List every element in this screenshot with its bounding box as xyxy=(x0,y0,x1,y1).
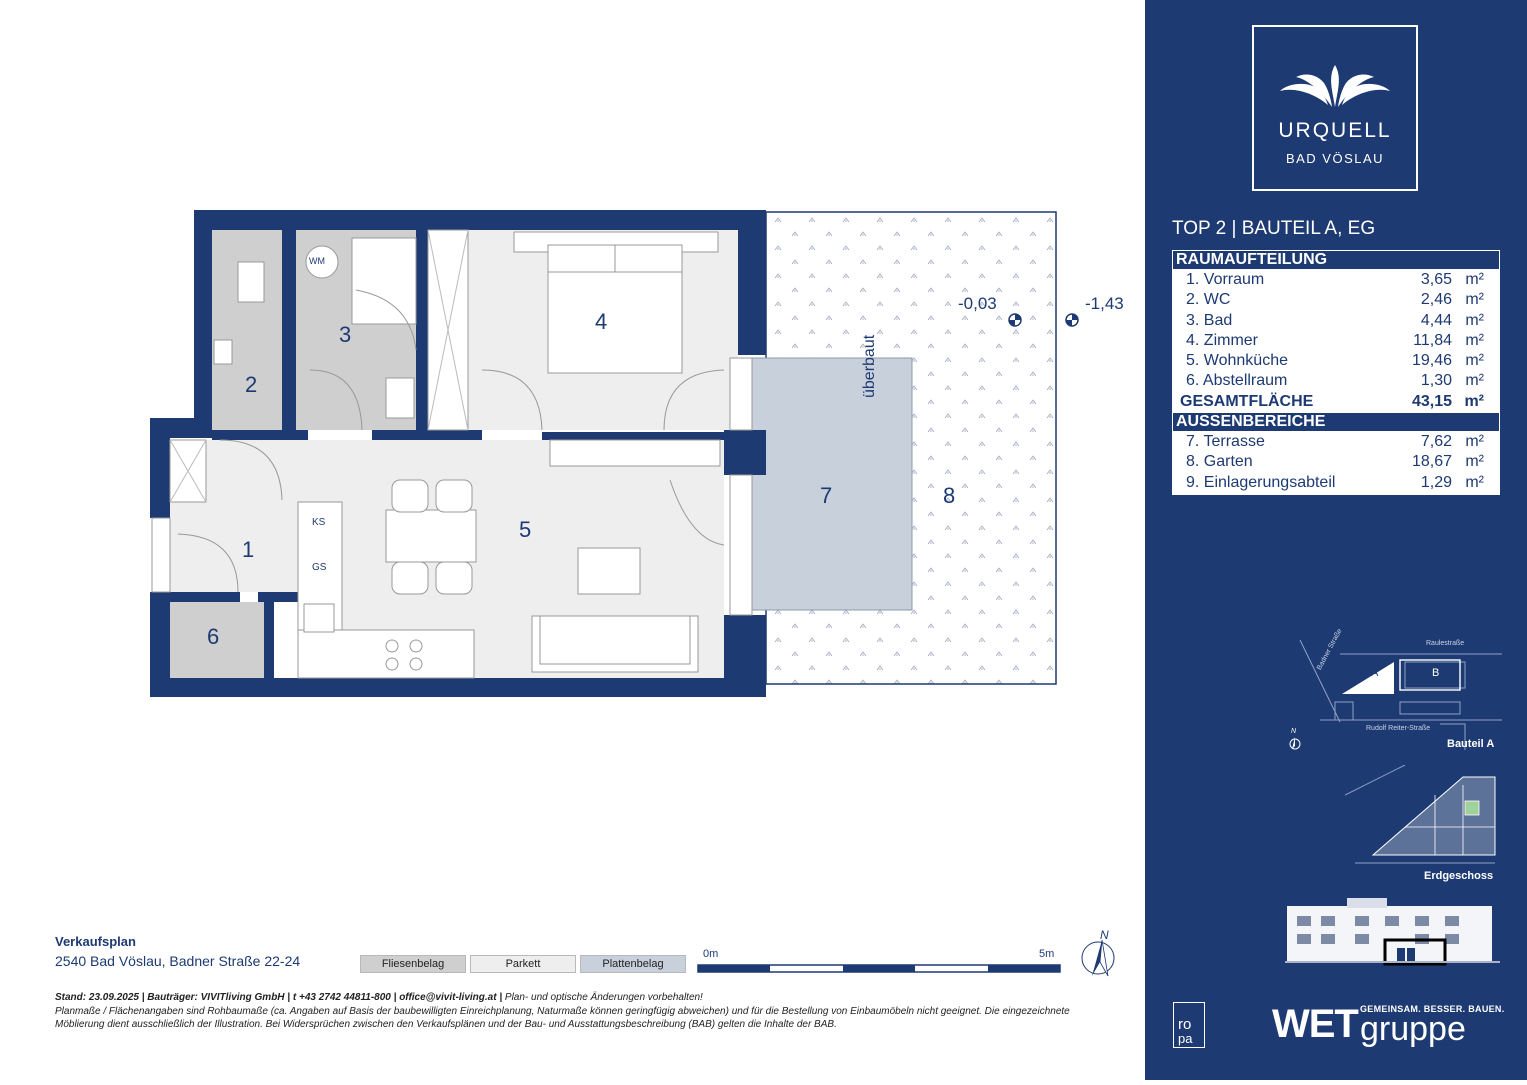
wet-gruppe-logo xyxy=(1272,1000,1512,1052)
scale-start-label: 0m xyxy=(703,948,719,960)
legend-plattenbelag: Plattenbelag xyxy=(580,955,686,973)
row-unit: m² xyxy=(1465,372,1484,390)
ueberbaut-text: überbaut xyxy=(861,334,878,398)
street-badner: Badner Straße xyxy=(1316,627,1344,672)
footer-disclaimer: Planmaße / Flächenangaben sind Rohbaumaße (ca. Angaben auf Basis der baubewilligten Einreichplanung, Naturmaße können geringfügig abweichen) und für die Bestellung von Einbaumöbeln nicht geeignet. Die eingezeichnete Möblierung dient ausschließlich der Illustration. Bei Widersprüchen zwischen den Verkaufsplänen und der Bau- und Ausstattungsbeschreibung (BAB) gelten die Inhalte der BAB. xyxy=(55,1006,1070,1030)
row-unit: m² xyxy=(1465,453,1484,471)
row-unit: m² xyxy=(1465,433,1484,451)
table-row xyxy=(1172,290,1500,310)
ueberbaut-label xyxy=(861,318,879,398)
scale-end-label: 5m xyxy=(1039,948,1055,960)
table-row xyxy=(1172,311,1500,331)
building-a-label: A xyxy=(1371,667,1379,679)
row-value: 3,65 xyxy=(1420,271,1452,288)
scale-bar xyxy=(698,965,1060,972)
footer-info xyxy=(55,992,1115,1005)
total-row xyxy=(1172,392,1500,412)
row-value: 11,84 xyxy=(1413,331,1452,349)
row-unit: m² xyxy=(1465,271,1484,288)
row-unit: m² xyxy=(1465,311,1484,329)
project-address: 2540 Bad Vöslau, Badner Straße 22-24 xyxy=(55,953,301,969)
row-name: 4. Zimmer xyxy=(1186,331,1258,349)
table-row xyxy=(1172,371,1500,391)
row-name: 6. Abstellraum xyxy=(1186,372,1288,390)
row-name: 2. WC xyxy=(1186,291,1231,309)
unit-title: TOP 2 | BAUTEIL A, EG xyxy=(1172,218,1376,239)
site-caption-bauteil: Bauteil A xyxy=(1447,738,1495,750)
row-value: 4,44 xyxy=(1420,311,1452,329)
building-b-label: B xyxy=(1432,667,1440,679)
row-name: 9. Einlagerungsabteil xyxy=(1186,473,1336,491)
row-unit: m² xyxy=(1465,352,1484,370)
fridge-label: KS xyxy=(312,517,326,528)
table-row xyxy=(1172,432,1500,452)
room-label-5: 5 xyxy=(519,517,532,542)
legend-parkett: Parkett xyxy=(470,955,576,973)
row-value: 18,67 xyxy=(1411,453,1452,471)
document-title: Verkaufsplan xyxy=(55,934,136,949)
elevation-drawing xyxy=(1285,896,1500,966)
row-unit: m² xyxy=(1465,331,1484,349)
row-name: 8. Garten xyxy=(1186,453,1253,471)
keyplan-ground-floor xyxy=(1345,765,1500,865)
row-value: 1,29 xyxy=(1420,473,1452,491)
wet-light: gruppe xyxy=(1360,1010,1466,1048)
site-north-icon xyxy=(1290,737,1300,749)
north-arrow-icon xyxy=(1082,940,1114,976)
aussenbereiche-header: AUSSENBEREICHE xyxy=(1173,413,1499,431)
footer-stand: Stand: 23.09.2025 | Bauträger: VIVITliving GmbH | t +43 2742 44811-800 | office@vivit-living.at | xyxy=(55,992,503,1003)
site-plan xyxy=(1280,627,1502,752)
wet-claim: GEMEINSAM. BESSER. BAUEN. xyxy=(1360,1004,1505,1014)
keyplan-drawing xyxy=(1345,765,1500,865)
wc-floor xyxy=(212,230,282,430)
total-value: 43,15 xyxy=(1411,392,1452,410)
legend-fliesenbelag: Fliesenbelag xyxy=(360,955,466,973)
row-value: 19,46 xyxy=(1411,352,1452,370)
street-raule: Raulestraße xyxy=(1426,640,1465,647)
table-row xyxy=(1172,270,1500,290)
level-label-1: -0,03 xyxy=(958,294,997,313)
row-value: 7,62 xyxy=(1420,433,1452,451)
area-table xyxy=(1172,250,1500,495)
row-unit: m² xyxy=(1465,473,1484,491)
room-label-8: 8 xyxy=(943,483,956,508)
row-name: 3. Bad xyxy=(1186,311,1233,329)
site-north-label: N xyxy=(1291,728,1297,735)
row-unit: m² xyxy=(1465,291,1484,309)
brand-logo xyxy=(1252,25,1418,191)
room-label-6: 6 xyxy=(207,624,220,649)
table-row xyxy=(1172,473,1500,493)
table-row xyxy=(1172,351,1500,371)
total-unit: m² xyxy=(1464,392,1484,410)
north-label: N xyxy=(1100,928,1109,942)
logo-sub: BAD VÖSLAU xyxy=(1285,151,1385,166)
row-value: 1,30 xyxy=(1420,372,1452,390)
washing-machine-label: WM xyxy=(309,256,325,266)
footer-stand-rest: Plan- und optische Änderungen vorbehalten! xyxy=(502,992,703,1003)
room-label-2: 2 xyxy=(245,372,258,397)
row-name: 1. Vorraum xyxy=(1186,271,1265,288)
table-row xyxy=(1172,452,1500,472)
wet-bold: WET xyxy=(1272,1002,1358,1046)
table-row xyxy=(1172,331,1500,351)
row-name: 7. Terrasse xyxy=(1186,433,1265,451)
level-label-2: -1,43 xyxy=(1085,294,1124,313)
total-name: GESAMTFLÄCHE xyxy=(1180,392,1314,410)
dishwasher-label: GS xyxy=(312,562,327,573)
room-label-4: 4 xyxy=(595,309,608,334)
fountain-icon xyxy=(1254,49,1416,119)
room-label-7: 7 xyxy=(820,483,833,508)
street-rudolf: Rudolf Reiter-Straße xyxy=(1366,725,1431,732)
ropa-bottom: pa xyxy=(1178,1031,1193,1046)
row-value: 2,46 xyxy=(1420,291,1452,309)
room-label-3: 3 xyxy=(339,322,352,347)
logo-name: URQUELL xyxy=(1278,119,1392,142)
room-label-1: 1 xyxy=(242,537,255,562)
building-elevation xyxy=(1285,896,1500,966)
site-plan-drawing xyxy=(1280,632,1502,752)
ropa-top: ro xyxy=(1178,1016,1192,1033)
row-name: 5. Wohnküche xyxy=(1186,352,1288,370)
raumaufteilung-header: RAUMAUFTEILUNG xyxy=(1173,251,1499,269)
ropa-logo xyxy=(1173,1002,1205,1048)
site-caption-erdgeschoss: Erdgeschoss xyxy=(1424,870,1494,882)
